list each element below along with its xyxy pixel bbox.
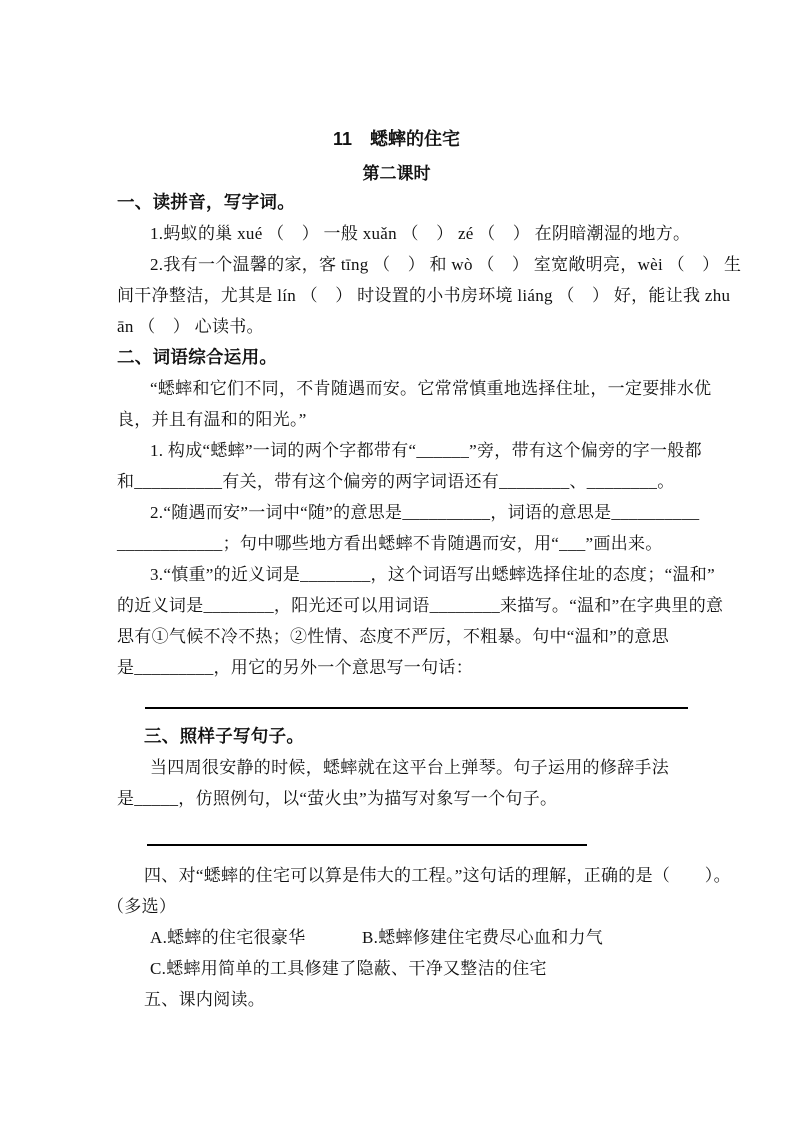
section2-item2-line2: ____________；句中哪些地方看出蟋蟀不肯随遇而安，用“___”画出来。 [117, 534, 663, 553]
option-c: C.蟋蟀用简单的工具修建了隐蔽、干净又整洁的住宅 [150, 959, 547, 978]
page-title: 11 蟋蟀的住宅 [332, 129, 461, 149]
worksheet-content [107, 187, 742, 1015]
section1-item2-line2: 间干净整洁，尤其是 lín （ ） 时设置的小书房环境 liáng （ ） 好，能让我 zhu [117, 286, 731, 305]
section5-heading: 五、课内阅读。 [144, 990, 266, 1009]
section2-quote-line1: “蟋蟀和它们不同，不肯随遇而安。它常常慎重地选择住址，一定要排水优 [150, 379, 712, 398]
section1-item2-line1: 2.我有一个温馨的家，客 tīng （ ） 和 wò （ ） 室宽敞明亮，wèi （ ） 生 [150, 255, 742, 274]
section3-heading: 三、照样子写句子。 [144, 726, 305, 746]
section2-item3-line4: 是_________，用它的另外一个意思写一句话： [117, 658, 473, 677]
answer-line-2 [147, 844, 587, 846]
section2-item1-line2: 和__________有关，带有这个偏旁的两字词语还有________、________。 [117, 472, 675, 491]
section3-body-line1: 当四周很安静的时候，蟋蟀就在这平台上弹琴。句子运用的修辞手法 [150, 758, 669, 777]
page-subtitle: 第二课时 [362, 164, 431, 183]
section3-body-line2: 是_____，仿照例句，以“萤火虫”为描写对象写一个句子。 [117, 789, 558, 808]
section2-item3-line2: 的近义词是________，阳光还可以用词语________来描写。“温和”在字典里的意 [117, 596, 724, 615]
section2-item1-line1: 1. 构成“蟋蟀”一词的两个字都带有“______”旁，带有这个偏旁的字一般都 [150, 441, 702, 460]
option-b: B.蟋蟀修建住宅费尽心血和力气 [362, 928, 604, 947]
section4-question-line1: 四、对“蟋蟀的住宅可以算是伟大的工程。”这句话的理解，正确的是（ ）。 [144, 866, 731, 885]
section1-item2-line3: ān （ ） 心读书。 [117, 317, 264, 336]
option-a: A.蟋蟀的住宅很豪华 [150, 928, 306, 947]
section4-multiselect-note: （多选） [107, 897, 177, 916]
answer-line-1 [145, 707, 688, 709]
section1-heading: 一、读拼音，写字词。 [117, 192, 295, 212]
section4-options-ab [117, 922, 689, 953]
section2-quote-line2: 良，并且有温和的阳光。” [117, 410, 307, 429]
section1-item1: 1.蚂蚁的巢 xué （ ） 一般 xuǎn （ ） zé （ ） 在阴暗潮湿的地方。 [150, 224, 691, 243]
section2-item3-line1: 3.“慎重”的近义词是________，这个词语写出蟋蟀选择住址的态度；“温和” [150, 565, 715, 584]
section2-item2-line1: 2.“随遇而安”一词中“随”的意思是__________，词语的意思是__________ [150, 503, 700, 522]
section2-heading: 二、词语综合运用。 [117, 347, 278, 367]
section2-item3-line3: 思有①气候不冷不热；②性情、态度不严厉，不粗暴。句中“温和”的意思 [117, 627, 669, 646]
